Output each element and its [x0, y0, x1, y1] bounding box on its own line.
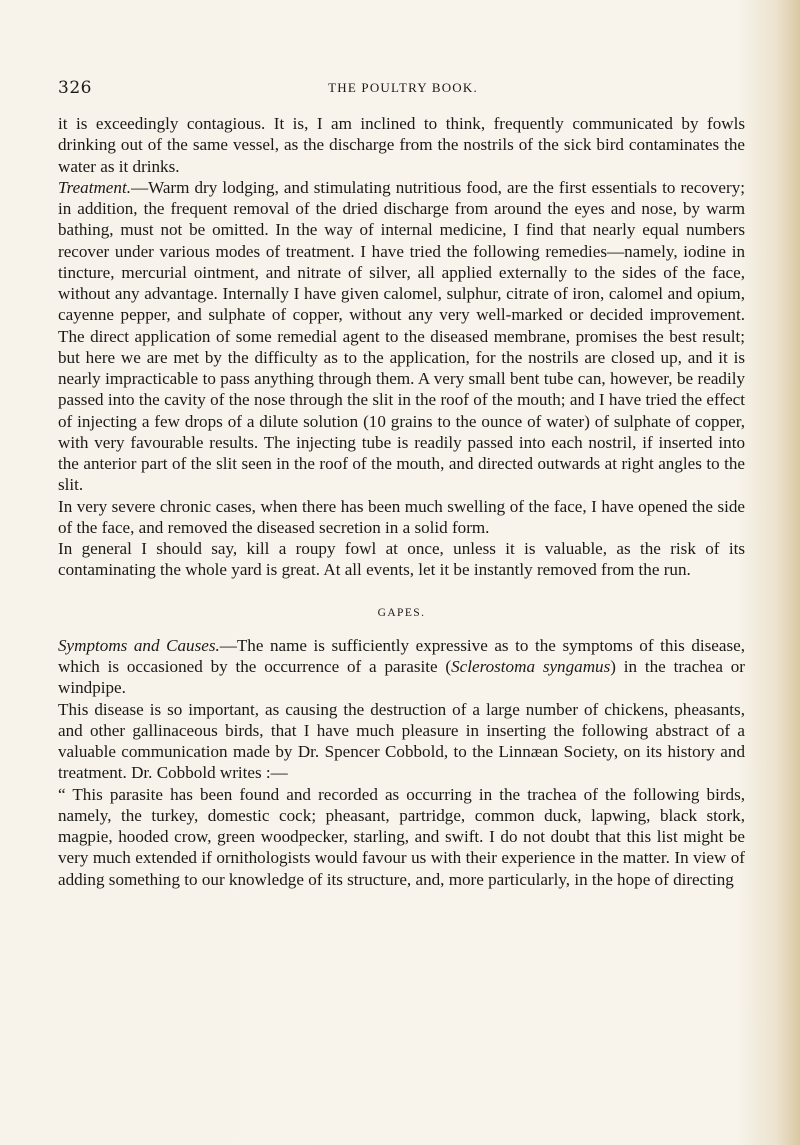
parasite-species-name: Sclerostoma syngamus [451, 657, 611, 676]
paragraph-general-advice: In general I should say, kill a roupy fowl at once, unless it is valuable, as the risk of its contaminating the whole yard is great. At all events, let it be instantly removed from the run. [58, 539, 745, 580]
symptoms-label: Symptoms and Causes. [58, 635, 220, 655]
paragraph-chronic-cases: In very severe chronic cases, when there has been much swelling of the face, I have opened the side of the face, and removed the diseased secretion in a solid form. [58, 496, 745, 537]
page-header [58, 78, 748, 102]
paragraph-cobbold-quote: “ This parasite has been found and recorded as occurring in the trachea of the following birds, namely, the turkey, domestic cock; pheasant, partridge, common duck, lapwing, black stork, magpie, hooded crow, green woodpecker, starling, and swift. I do not doubt that this list might be very much extended if ornithologists would favour us with their experience in the matter. In view of adding something to our knowledge of its structure, and, more particularly, in the hope of directing [58, 784, 745, 889]
paragraph-contagion: it is exceedingly contagious. It is, I am inclined to think, frequently communicated by fowls drinking out of the same vessel, as the discharge from the nostrils of the sick bird contaminates the water as it drinks. [58, 114, 745, 176]
treatment-label: Treatment. [58, 177, 131, 197]
page-number: 326 [58, 78, 92, 98]
treatment-text: —Warm dry lodging, and stimulating nutritious food, are the first essentials to recovery; in addition, the frequent removal of the dried discharge from around the eyes and nose, by warm bathing, must not be omitted. In the way of internal medicine, I find that nearly equal numbers recover under various modes of treatment. I have tried the following remedies—namely, iodine in tincture, mercurial ointment, and nitrate of silver, all applied externally to the sides of the face, without any advantage. Internally I have given calomel, sulphur, citrate of iron, calomel and opium, cayenne pepper, and sulphate of copper, without any very well-marked or decided improvement. The direct application of some remedial agent to the diseased membrane, promises the best result; but here we are met by the difficulty as to the application, for the nostrils are closed up, and it is nearly impracticable to pass anything through them. A very small bent tube can, however, be readily passed into the cavity of the nose through the slit in the roof of the mouth; and I have tried the effect of injecting a few drops of a dilute solution (10 grains to the ounce of water) of sulphate of copper, with very favourable results. The injecting tube is readily passed into each nostril, if inserted into the anterior part of the slit seen in the roof of the mouth, and directed outwards at right angles to the slit. [58, 177, 745, 495]
symptoms-text-a: —The name is sufficiently expressive as to the symptoms of this disease, which is occasioned by the occurrence of a parasite ( [58, 635, 745, 676]
running-title: THE POULTRY BOOK. [328, 80, 478, 95]
symptoms-text-b: ) in the trachea or windpipe. [58, 657, 745, 698]
paragraph-treatment [58, 177, 745, 496]
page-body [58, 113, 745, 890]
section-heading-gapes: GAPES. [377, 606, 426, 619]
paragraph-importance: This disease is so important, as causing the destruction of a large number of chickens, pheasants, and other gallinaceous birds, that I have much pleasure in inserting the following abstract of a valuable communication made by Dr. Spencer Cobbold, to the Linnæan Society, on its history and treatment. Dr. Cobbold writes :— [58, 699, 745, 783]
paragraph-symptoms [58, 635, 745, 699]
